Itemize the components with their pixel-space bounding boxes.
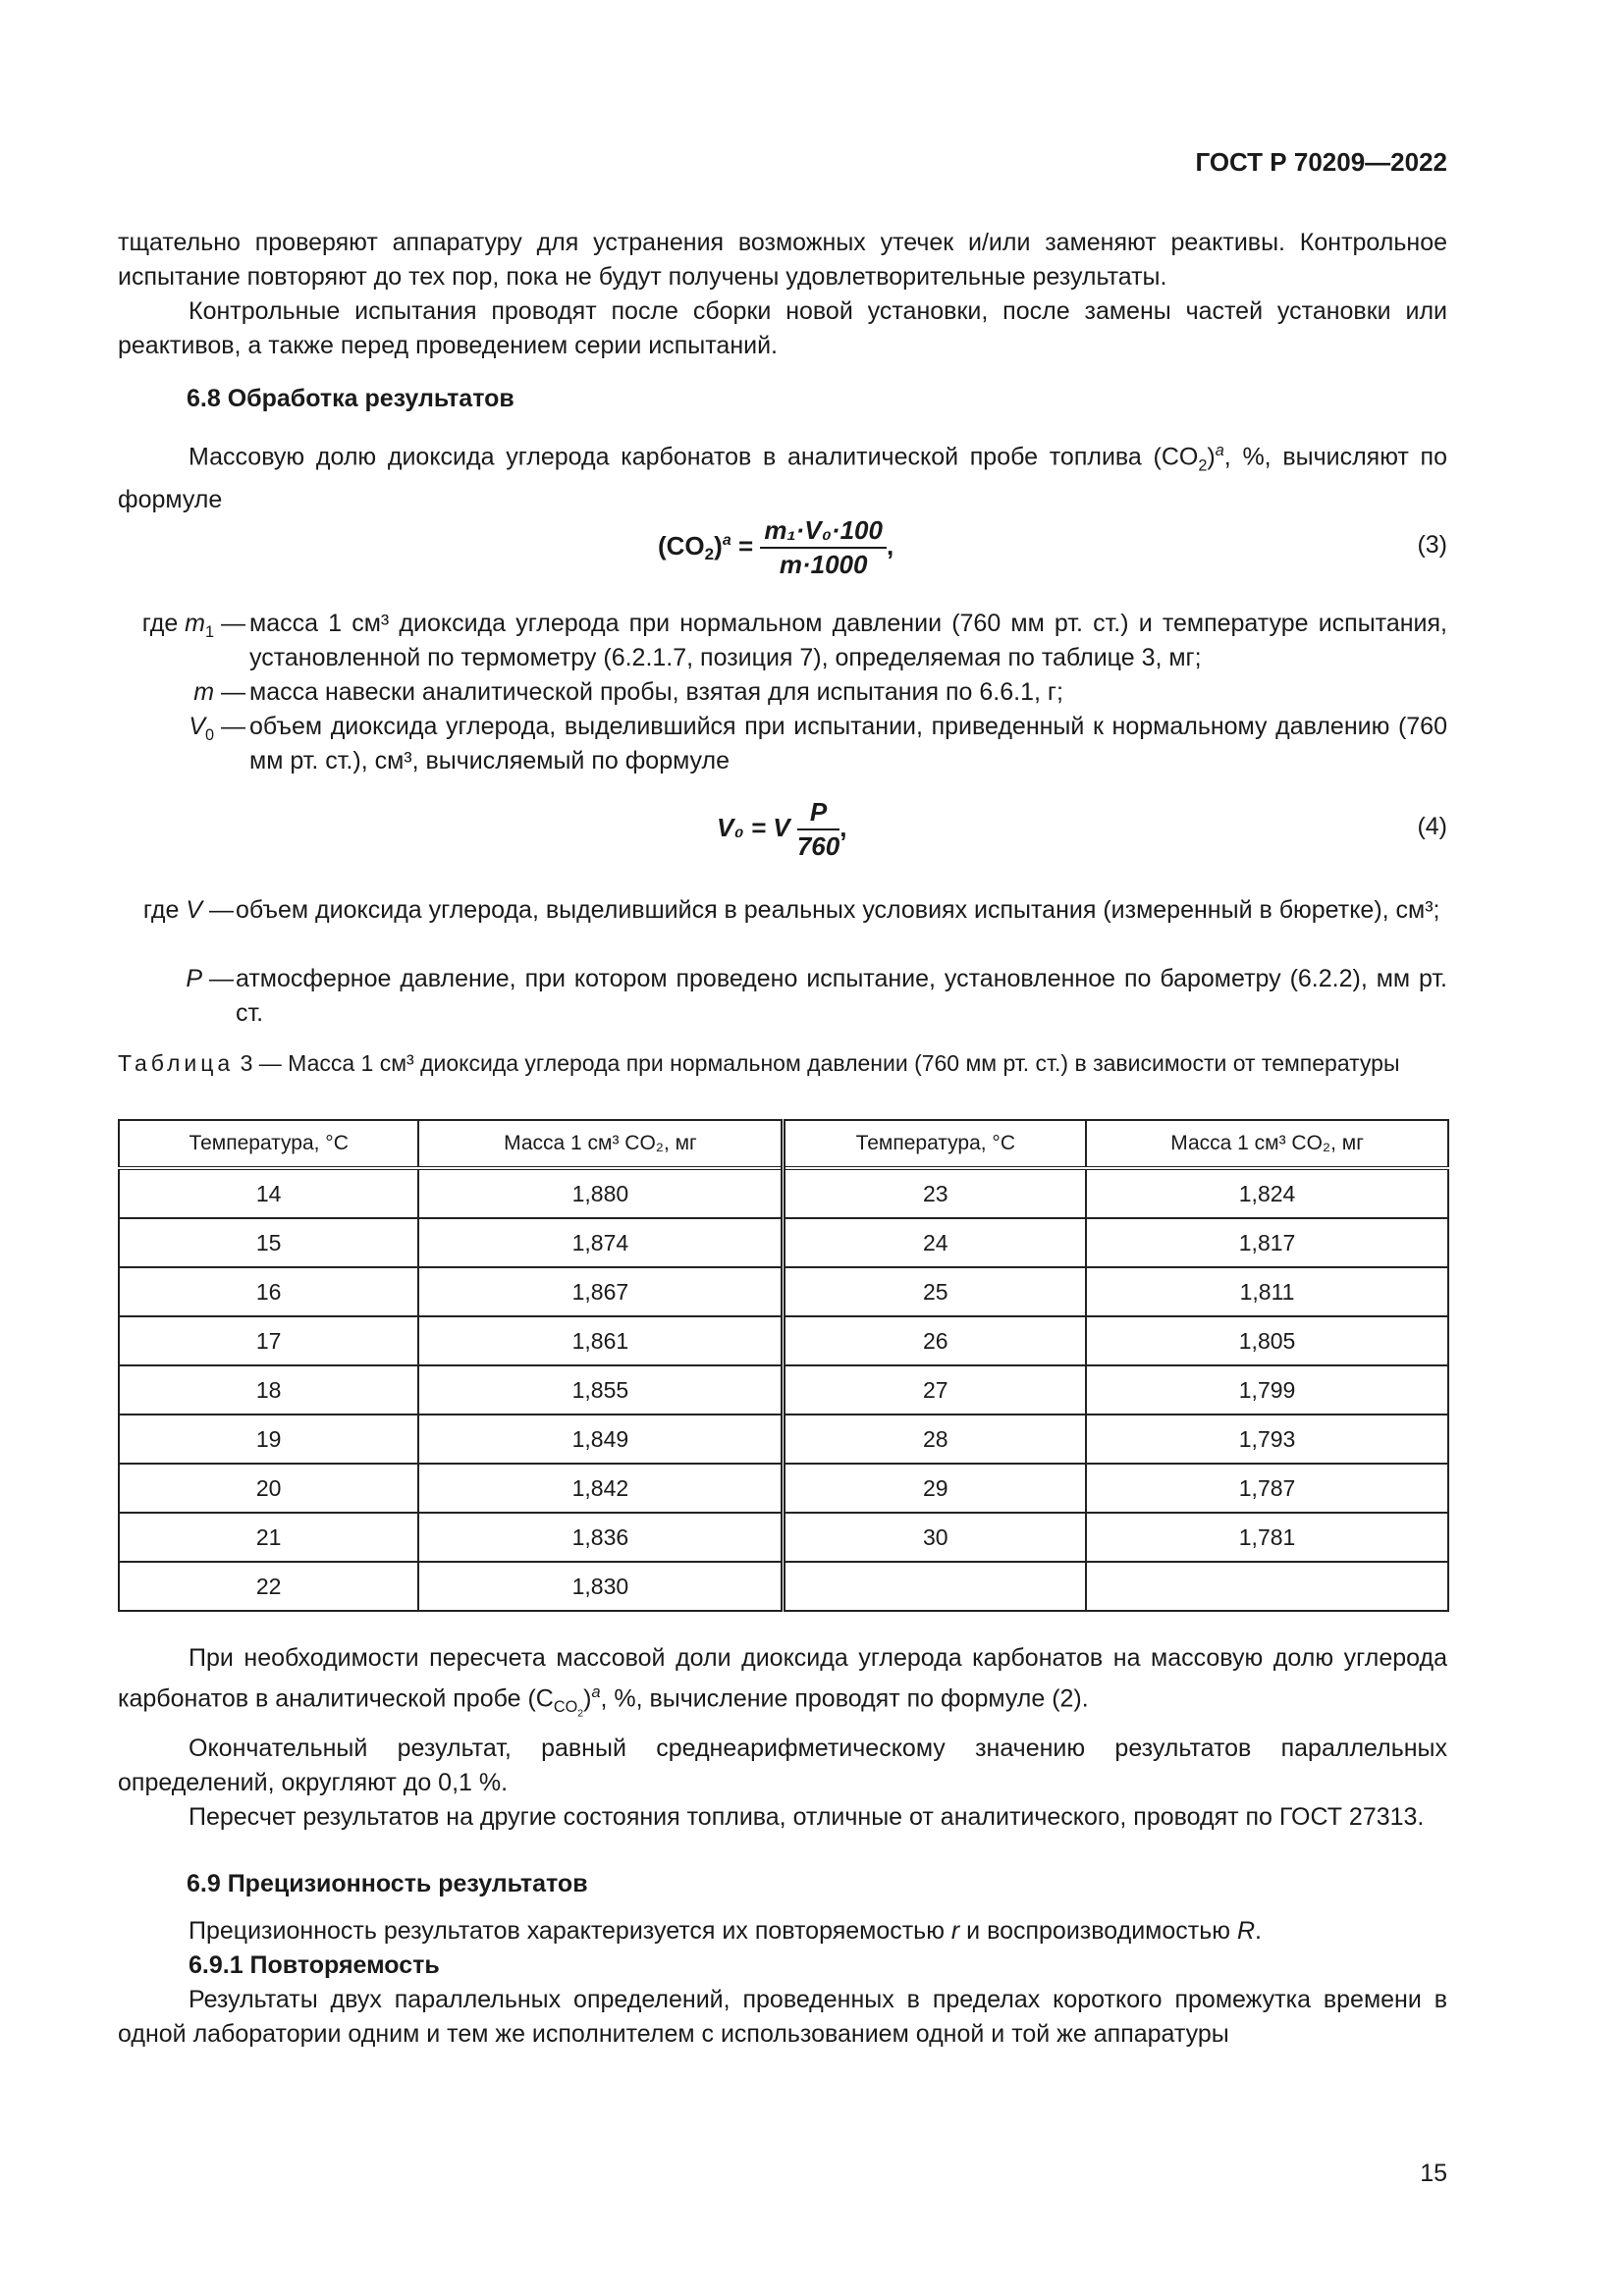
table-cell: 1,799 <box>1086 1365 1448 1415</box>
table-cell: 1,836 <box>418 1513 784 1562</box>
document-header: ГОСТ Р 70209—2022 <box>1195 147 1447 177</box>
paragraph-precision: Прецизионность результатов характеризуется их повторяемостью r и воспроизводимостью R. <box>189 1917 1262 1945</box>
table-cell: 20 <box>119 1464 418 1513</box>
where-item-p: P — атмосферное давление, при котором проведено испытание, установленное по барометру (6.2.2), мм рт. ст. <box>186 965 1447 1027</box>
table-cell: 1,793 <box>1086 1415 1448 1464</box>
table-row <box>119 1168 1448 1218</box>
section-6-9-heading: 6.9 Прецизионность результатов <box>187 1870 588 1897</box>
table-cell: 19 <box>119 1415 418 1464</box>
table-cell: 29 <box>784 1464 1086 1513</box>
paragraph-other-states: Пересчет результатов на другие состояния топлива, отличные от аналитического, проводят по ГОСТ 27313. <box>189 1802 1425 1831</box>
paragraph-final-result: Окончательный результат, равный среднеарифметическому значению результатов параллельных определений, округляют до 0,1 %. <box>118 1734 1447 1796</box>
table-row <box>119 1218 1448 1267</box>
table-cell: 28 <box>784 1415 1086 1464</box>
table-cell: 15 <box>119 1218 418 1267</box>
table-cell: 27 <box>784 1365 1086 1415</box>
body-text-block-3 <box>118 1914 1447 2052</box>
paragraph-control-tests: Контрольные испытания проводят после сборки новой установки, после замены частей установки или реактивов, а также перед проведением серии испытаний. <box>118 297 1447 359</box>
formula-3-number: (3) <box>1417 531 1447 559</box>
table-cell: 1,817 <box>1086 1218 1448 1267</box>
paragraph-recalc-carbon: При необходимости пересчета массовой доли диоксида углерода карбонатов на массовую долю углерода карбонатов в аналитической пробе $(C_{CO_2})^a$, %, вычисление проводят по формуле (2). <box>118 1644 1447 1720</box>
table-cell: 17 <box>119 1316 418 1365</box>
page-number: 15 <box>1420 2160 1447 2187</box>
table-cell: 1,880 <box>418 1168 784 1218</box>
table-cell: 25 <box>784 1267 1086 1316</box>
table-cell: 1,787 <box>1086 1464 1448 1513</box>
formula-4: V₀ = V $\frac{P}{760}$ , <box>717 797 847 861</box>
table-cell: 1,781 <box>1086 1513 1448 1562</box>
table-cell: 22 <box>119 1562 418 1611</box>
table-row <box>119 1513 1448 1562</box>
paragraph-mass-fraction: Массовую долю диоксида углерода карбонатов в аналитической пробе топлива $(CO_2)^a$, %, вычисляют по формуле <box>118 442 1448 514</box>
table-cell: 1,861 <box>418 1316 784 1365</box>
table-cell: 1,805 <box>1086 1316 1448 1365</box>
table-cell: 1,842 <box>418 1464 784 1513</box>
table-cell: 23 <box>784 1168 1086 1218</box>
body-text-block-2 <box>118 1641 1447 1835</box>
table-header-cell: Температура, °С <box>119 1120 418 1168</box>
body-text-block-1 <box>118 226 1447 363</box>
where-item-v0: $V_0$ — объем диоксида углерода, выделившийся при испытании, приведенный к нормальному давлению (760 мм рт. ст.), см³, вычисляемый по формуле <box>189 713 1447 774</box>
formula-4-row <box>118 797 1447 866</box>
table-row <box>119 1267 1448 1316</box>
section-6-9-1-heading: 6.9.1 Повторяемость <box>189 1951 440 1979</box>
table-row <box>119 1562 1448 1611</box>
where-item-m: m — масса навески аналитической пробы, взятая для испытания по 6.6.1, г; <box>193 678 1063 706</box>
formula-3-row <box>118 515 1447 584</box>
table-header-cell: Масса 1 см³ CO₂, мг <box>1086 1120 1448 1168</box>
table-cell: 1,849 <box>418 1415 784 1464</box>
table-cell: 14 <box>119 1168 418 1218</box>
table-row <box>119 1415 1448 1464</box>
table-3-caption: Таблица 3 — Масса 1 см³ диоксида углерода при нормальном давлении (760 мм рт. ст.) в зависимости от температуры <box>118 1050 1400 1076</box>
table-row <box>119 1464 1448 1513</box>
table-cell: 30 <box>784 1513 1086 1562</box>
formula-4-fraction: $\frac{P}{760}$ <box>796 797 840 861</box>
table-header-cell: Температура, °С <box>784 1120 1086 1168</box>
table-cell: 18 <box>119 1365 418 1415</box>
formula-4-number: (4) <box>1417 813 1447 840</box>
table-cell: 24 <box>784 1218 1086 1267</box>
table-row <box>119 1316 1448 1365</box>
where-item-v: где V — объем диоксида углерода, выделившийся в реальных условиях испытания (измеренный в бюретке), см³; <box>142 896 1440 924</box>
table-cell <box>784 1562 1086 1611</box>
formula-3: $(CO2)^a$ = $\frac{\text{m₁·V₀·100}}{m\cdot 1000}$ , <box>658 515 894 579</box>
where-item-m1: где $m_1$ — масса 1 см³ диоксида углерода при нормальном давлении (760 мм рт. ст.) и температуре испытания, установленной по термометру (6.2.1.7, позиция 7), определяемая по таблице 3, мг; <box>141 610 1447 671</box>
section-6-8-heading: 6.8 Обработка результатов <box>187 385 514 412</box>
table-header-row <box>119 1120 1448 1168</box>
table-cell: 1,855 <box>418 1365 784 1415</box>
paragraph-repeatability: Результаты двух параллельных определений, проведенных в пределах короткого промежутка времени в одной лаборатории одним и тем же исполнителем с использованием одной и той же аппаратуры <box>118 1986 1447 2048</box>
paragraph-continuation: тщательно проверяют аппаратуру для устранения возможных утечек и/или заменяют реактивы. Контрольное испытание повторяют до тех пор, пока не будут получены удовлетворительные результаты. <box>118 229 1447 291</box>
table-cell: 1,867 <box>418 1267 784 1316</box>
table-cell: 21 <box>119 1513 418 1562</box>
table-row <box>119 1365 1448 1415</box>
where-list-1 <box>118 607 1447 793</box>
table-cell: 1,830 <box>418 1562 784 1611</box>
table-cell: 1,824 <box>1086 1168 1448 1218</box>
table-cell: 1,811 <box>1086 1267 1448 1316</box>
where-list-2 <box>118 893 1447 1031</box>
table-cell: 16 <box>119 1267 418 1316</box>
formula-3-fraction: $\frac{\text{m₁·V₀·100}}{m\cdot 1000}$ <box>760 515 887 580</box>
table-header-cell: Масса 1 см³ CO₂, мг <box>418 1120 784 1168</box>
table-cell: 1,874 <box>418 1218 784 1267</box>
table-cell <box>1086 1562 1448 1611</box>
table-3 <box>118 1119 1449 1612</box>
table-cell: 26 <box>784 1316 1086 1365</box>
